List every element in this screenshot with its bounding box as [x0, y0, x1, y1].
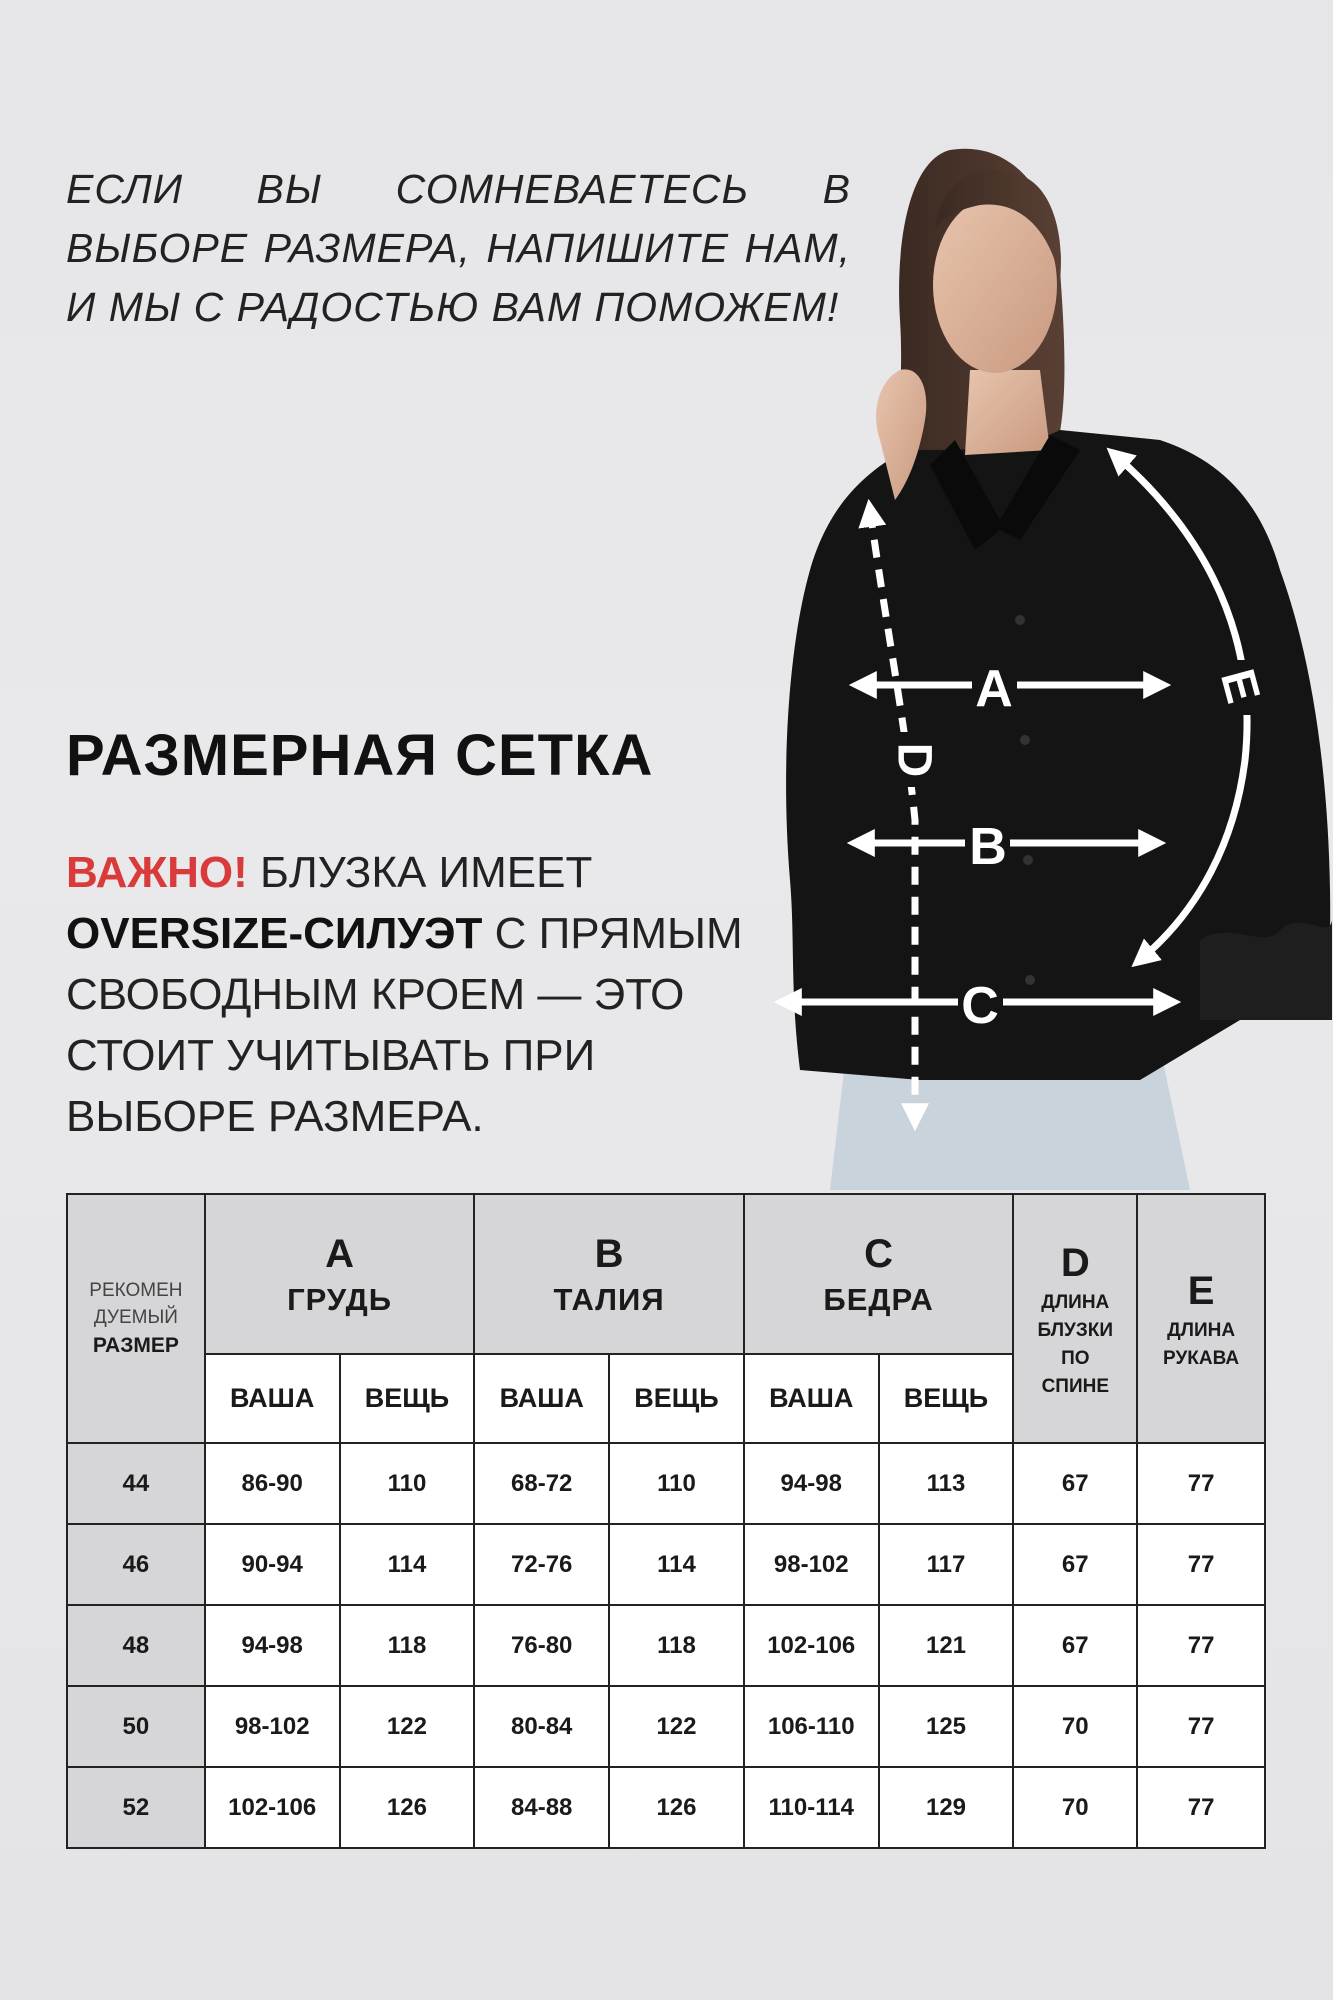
table-row [67, 1767, 1265, 1848]
size-table [66, 1193, 1266, 1849]
table-cell: 76-80 [474, 1605, 609, 1686]
size-cell: 46 [67, 1524, 205, 1605]
table-cell: 67 [1013, 1605, 1137, 1686]
size-cell: 44 [67, 1443, 205, 1524]
group-header-d: D ДЛИНА БЛУЗКИ ПО СПИНЕ [1013, 1194, 1137, 1443]
table-cell: 121 [879, 1605, 1014, 1686]
label-a: A [975, 660, 1013, 718]
subheader-yours: ВАША [474, 1354, 609, 1443]
model-illustration [720, 120, 1333, 1190]
table-cell: 86-90 [205, 1443, 340, 1524]
note-bold: OVERSIZE-СИЛУЭТ [66, 909, 483, 958]
table-cell: 117 [879, 1524, 1014, 1605]
label-e: E [1209, 663, 1270, 709]
table-cell: 110-114 [744, 1767, 879, 1848]
table-cell: 106-110 [744, 1686, 879, 1767]
group-header-a: A ГРУДЬ [205, 1194, 475, 1354]
label-c: C [961, 977, 999, 1035]
size-cell: 52 [67, 1767, 205, 1848]
table-cell: 90-94 [205, 1524, 340, 1605]
note-part-1: БЛУЗКА ИМЕЕТ [247, 848, 593, 897]
subheader-yours: ВАША [744, 1354, 879, 1443]
table-cell: 77 [1137, 1605, 1265, 1686]
table-cell: 114 [340, 1524, 475, 1605]
table-cell: 110 [609, 1443, 744, 1524]
table-cell: 110 [340, 1443, 475, 1524]
table-cell: 113 [879, 1443, 1014, 1524]
page-title: РАЗМЕРНАЯ СЕТКА [66, 723, 654, 788]
size-cell: 50 [67, 1686, 205, 1767]
table-cell: 68-72 [474, 1443, 609, 1524]
label-b: B [969, 818, 1007, 876]
table-cell: 125 [879, 1686, 1014, 1767]
table-cell: 77 [1137, 1443, 1265, 1524]
subheader-item: ВЕЩЬ [609, 1354, 744, 1443]
table-cell: 126 [340, 1767, 475, 1848]
recommended-size-header: РЕКОМЕН ДУЕМЫЙ РАЗМЕР [67, 1194, 205, 1443]
table-cell: 94-98 [744, 1443, 879, 1524]
label-d: D [887, 742, 941, 778]
table-row [67, 1605, 1265, 1686]
table-cell: 114 [609, 1524, 744, 1605]
table-row [67, 1524, 1265, 1605]
table-cell: 102-106 [744, 1605, 879, 1686]
subheader-yours: ВАША [205, 1354, 340, 1443]
table-cell: 118 [340, 1605, 475, 1686]
table-cell: 129 [879, 1767, 1014, 1848]
table-cell: 98-102 [205, 1686, 340, 1767]
table-cell: 94-98 [205, 1605, 340, 1686]
table-cell: 122 [340, 1686, 475, 1767]
group-header-b: B ТАЛИЯ [474, 1194, 744, 1354]
table-cell: 67 [1013, 1524, 1137, 1605]
table-cell: 70 [1013, 1686, 1137, 1767]
table-cell: 126 [609, 1767, 744, 1848]
table-cell: 72-76 [474, 1524, 609, 1605]
table-cell: 122 [609, 1686, 744, 1767]
important-note [66, 842, 766, 1147]
table-cell: 77 [1137, 1524, 1265, 1605]
group-header-c: C БЕДРА [744, 1194, 1014, 1354]
neck-shape [965, 370, 1050, 455]
table-row [67, 1443, 1265, 1524]
table-cell: 70 [1013, 1767, 1137, 1848]
header-row-1 [67, 1194, 1265, 1354]
intro-text: ЕСЛИ ВЫ СОМНЕВАЕТЕСЬ В ВЫБОРЕ РАЗМЕРА, НАПИШИТЕ НАМ, И МЫ С РАДОСТЬЮ ВАМ ПОМОЖЕМ! [66, 166, 851, 330]
size-cell: 48 [67, 1605, 205, 1686]
subheader-item: ВЕЩЬ [340, 1354, 475, 1443]
table-cell: 77 [1137, 1686, 1265, 1767]
important-label: ВАЖНО! [66, 848, 248, 897]
table-cell: 67 [1013, 1443, 1137, 1524]
table-cell: 80-84 [474, 1686, 609, 1767]
table-cell: 118 [609, 1605, 744, 1686]
note-part-2: С ПРЯМЫМ СВОБОДНЫМ КРОЕМ — ЭТО СТОИТ УЧИТЫВАТЬ ПРИ ВЫБОРЕ РАЗМЕРА. [66, 909, 743, 1141]
table-row [67, 1686, 1265, 1767]
table-cell: 102-106 [205, 1767, 340, 1848]
group-header-e: E ДЛИНА РУКАВА [1137, 1194, 1265, 1443]
table-cell: 84-88 [474, 1767, 609, 1848]
table-cell: 77 [1137, 1767, 1265, 1848]
subheader-item: ВЕЩЬ [879, 1354, 1014, 1443]
table-cell: 98-102 [744, 1524, 879, 1605]
